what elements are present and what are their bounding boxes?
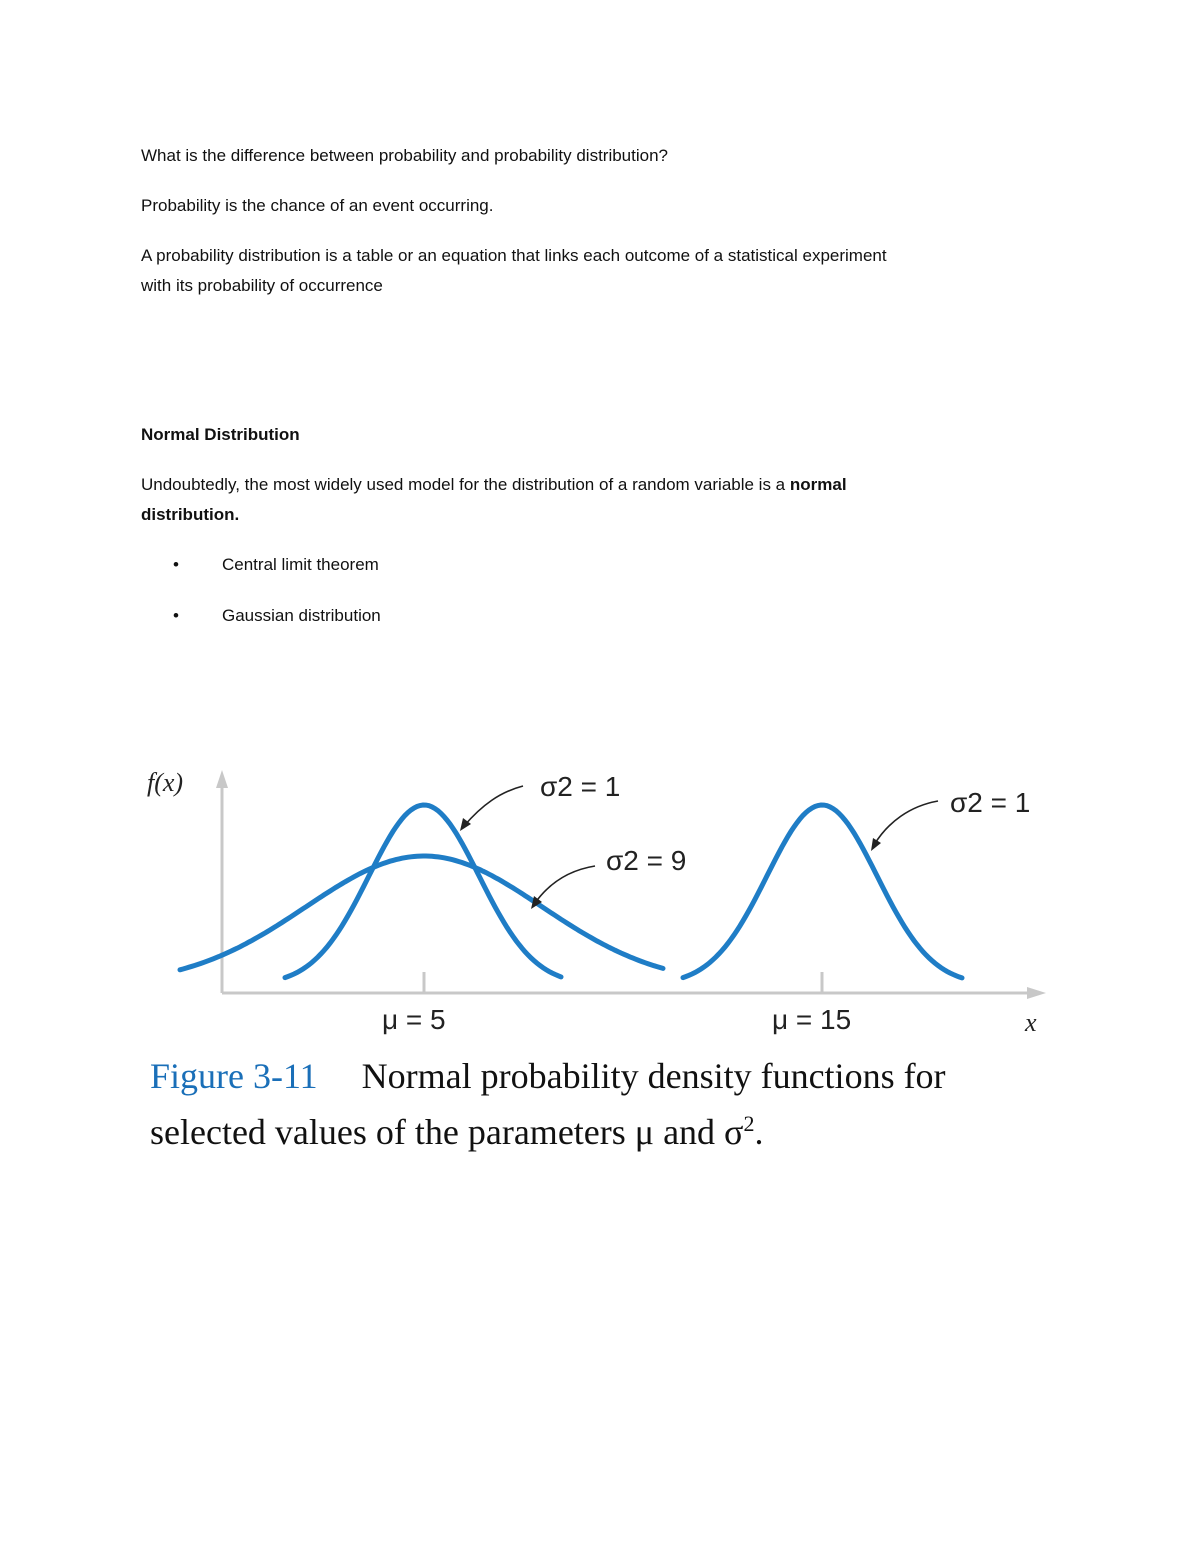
curve-sigma2-1-mu15: [683, 805, 962, 978]
section-heading: Normal Distribution: [141, 425, 300, 444]
question-text: What is the difference between probability and probability distribution?: [141, 146, 668, 165]
arrowhead-icon: [871, 838, 881, 851]
y-axis-label: f(x): [147, 768, 184, 797]
intro-text: Undoubtedly, the most widely used model for the distribution of a random variable is a: [141, 475, 790, 494]
intro-line2: [141, 500, 239, 530]
bullet-item-gaussian: Gaussian distribution: [222, 606, 381, 625]
mu-label-15: μ = 15: [772, 1004, 852, 1035]
caption-superscript: 2: [743, 1111, 755, 1136]
sigma-label-1-right: σ2 = 1: [950, 787, 1031, 818]
caption-line2: [150, 1100, 1070, 1156]
intro-bold-normal: normal: [789, 475, 847, 494]
sigma-label-9: σ2 = 9: [606, 845, 687, 876]
intro-line1: [141, 470, 847, 500]
distribution-definition-line1: A probability distribution is a table or an equation that links each outcome of a statistical experiment: [141, 246, 887, 265]
bullet-item-central-limit: Central limit theorem: [222, 555, 379, 574]
bullet-icon: •: [173, 606, 179, 625]
caption-line1: [150, 1052, 1070, 1100]
x-axis-arrow-icon: [1027, 987, 1046, 999]
caption-text: Normal probability density functions for: [361, 1056, 946, 1096]
distribution-definition-line2: with its probability of occurrence: [141, 276, 383, 295]
figure-caption: [150, 1052, 1070, 1156]
caption-text-line2: selected values of the parameters μ and σ: [150, 1112, 744, 1152]
arrow-sigma2-1-left: [464, 786, 523, 826]
probability-definition: Probability is the chance of an event occurring.: [141, 196, 494, 215]
sigma-label-1: σ2 = 1: [540, 771, 621, 802]
x-axis-label: x: [1025, 1008, 1037, 1037]
curve-sigma2-9-mu5: [180, 856, 663, 970]
arrow-sigma2-9: [535, 866, 595, 903]
intro-bold-distribution: distribution.: [141, 505, 240, 524]
arrow-sigma2-1-right: [874, 801, 938, 845]
caption-period: .: [754, 1112, 764, 1152]
y-axis-arrow-icon: [216, 770, 228, 788]
caption-figure-number: Figure 3-11: [150, 1056, 318, 1096]
mu-label-5: μ = 5: [382, 1004, 446, 1035]
bullet-icon: •: [173, 555, 179, 574]
